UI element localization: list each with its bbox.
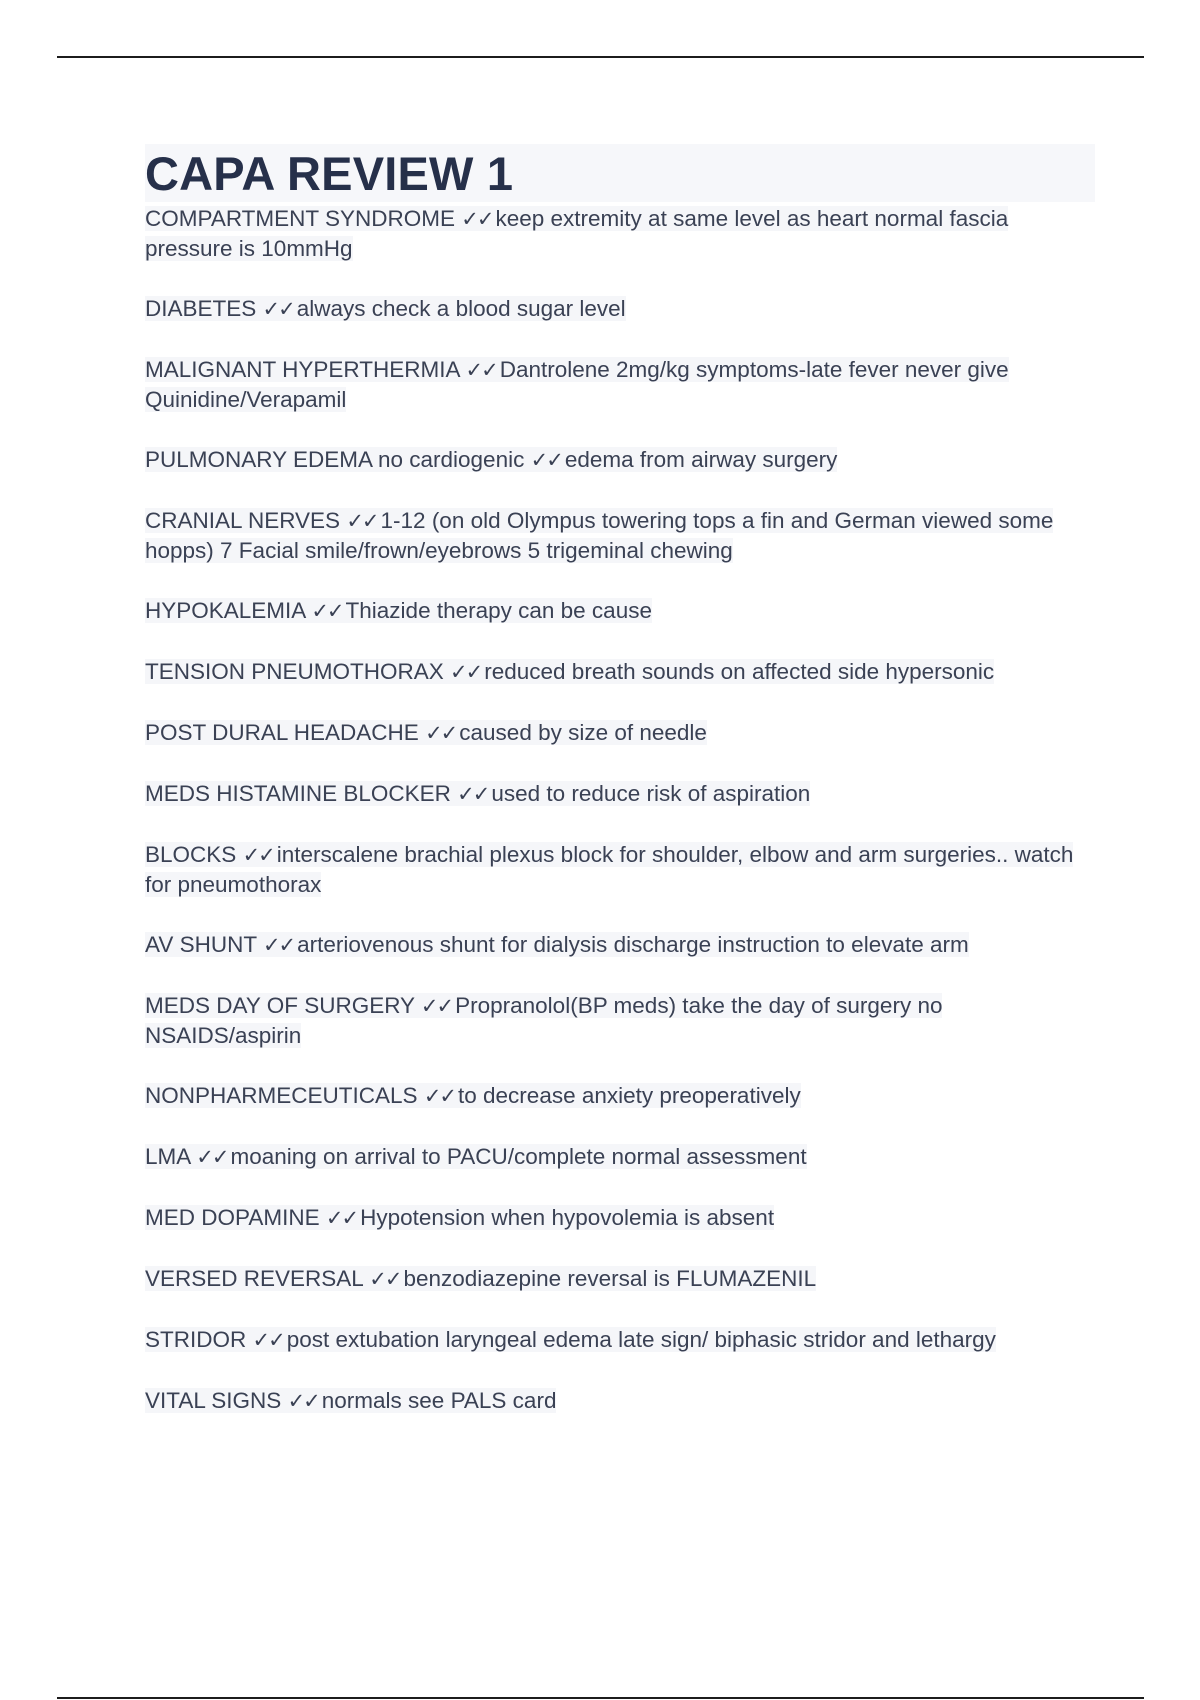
flashcard-answer: Hypotension when hypovolemia is absent — [360, 1205, 775, 1230]
flashcard-entry — [145, 1325, 1095, 1355]
flashcard-entry — [145, 1203, 1095, 1233]
double-check-icon: ✓✓ — [420, 994, 453, 1018]
flashcard-term: HYPOKALEMIA — [145, 598, 306, 623]
flashcard-term: LMA — [145, 1144, 191, 1169]
flashcard-entry — [145, 1386, 1095, 1416]
double-check-icon: ✓✓ — [530, 448, 562, 472]
flashcard-entry — [145, 930, 1095, 960]
double-check-icon: ✓✓ — [465, 358, 497, 382]
flashcard-answer: reduced breath sounds on affected side hypersonic — [484, 659, 995, 684]
flashcard-text — [145, 1327, 996, 1352]
double-check-icon: ✓✓ — [346, 509, 378, 533]
flashcard-text — [145, 1388, 556, 1413]
flashcard-text — [145, 659, 994, 684]
flashcard-list — [145, 204, 1095, 1416]
flashcard-answer: arteriovenous shunt for dialysis discharge instruction to elevate arm — [297, 932, 969, 957]
flashcard-answer: always check a blood sugar level — [296, 296, 626, 321]
flashcard-entry — [145, 355, 1095, 414]
flashcard-answer: interscalene brachial plexus block for shoulder, elbow and arm surgeries.. watch for pneumothorax — [145, 842, 1074, 897]
double-check-icon: ✓✓ — [423, 1084, 456, 1108]
flashcard-answer: normals see PALS card — [321, 1388, 557, 1413]
flashcard-answer: caused by size of needle — [459, 720, 707, 745]
flashcard-text — [145, 720, 707, 745]
flashcard-entry — [145, 294, 1095, 324]
double-check-icon: ✓✓ — [262, 933, 295, 957]
page-top-rule — [57, 56, 1144, 58]
flashcard-text — [145, 1205, 774, 1230]
flashcard-answer: keep extremity at same level as heart normal fascia pressure is 10mmHg — [145, 206, 1009, 261]
flashcard-text — [145, 447, 837, 472]
double-check-icon: ✓✓ — [450, 660, 482, 684]
double-check-icon: ✓✓ — [457, 782, 489, 806]
flashcard-entry — [145, 596, 1095, 626]
double-check-icon: ✓✓ — [311, 599, 343, 623]
flashcard-term: VERSED REVERSAL — [145, 1266, 363, 1291]
double-check-icon: ✓✓ — [252, 1328, 284, 1352]
flashcard-term: POST DURAL HEADACHE — [145, 720, 419, 745]
flashcard-text — [145, 1144, 807, 1169]
flashcard-entry — [145, 657, 1095, 687]
flashcard-term: MEDS DAY OF SURGERY — [145, 993, 415, 1018]
flashcard-entry — [145, 991, 1095, 1050]
flashcard-term: STRIDOR — [145, 1327, 247, 1352]
flashcard-term: COMPARTMENT SYNDROME — [145, 206, 456, 231]
flashcard-term: BLOCKS — [145, 842, 237, 867]
flashcard-entry — [145, 445, 1095, 475]
flashcard-entry — [145, 204, 1095, 263]
flashcard-answer: Propranolol(BP meds) take the day of surgery no NSAIDS/aspirin — [145, 993, 943, 1048]
flashcard-term: VITAL SIGNS — [145, 1388, 282, 1413]
flashcard-term: PULMONARY EDEMA no cardiogenic — [145, 447, 525, 472]
flashcard-term: TENSION PNEUMOTHORAX — [145, 659, 444, 684]
flashcard-entry — [145, 1081, 1095, 1111]
flashcard-text — [145, 932, 969, 957]
flashcard-term: MALIGNANT HYPERTHERMIA — [145, 357, 460, 382]
flashcard-term: AV SHUNT — [145, 932, 257, 957]
flashcard-entry — [145, 779, 1095, 809]
flashcard-answer: Thiazide therapy can be cause — [345, 598, 652, 623]
flashcard-term: NONPHARMECEUTICALS — [145, 1083, 418, 1108]
page-bottom-rule — [57, 1697, 1144, 1699]
flashcard-answer: moaning on arrival to PACU/complete normal assessment — [230, 1144, 807, 1169]
double-check-icon: ✓✓ — [325, 1206, 358, 1230]
flashcard-answer: to decrease anxiety preoperatively — [458, 1083, 801, 1108]
flashcard-text — [145, 781, 810, 806]
flashcard-answer: edema from airway surgery — [564, 447, 838, 472]
flashcard-term: CRANIAL NERVES — [145, 508, 341, 533]
flashcard-answer: post extubation laryngeal edema late sign/ biphasic stridor and lethargy — [286, 1327, 996, 1352]
double-check-icon: ✓✓ — [242, 843, 274, 867]
double-check-icon: ✓✓ — [287, 1389, 319, 1413]
flashcard-entry — [145, 1142, 1095, 1172]
flashcard-answer: Dantrolene 2mg/kg symptoms-late fever never give Quinidine/Verapamil — [145, 357, 1009, 412]
flashcard-entry — [145, 718, 1095, 748]
document-body — [145, 144, 1095, 1447]
page-title: CAPA REVIEW 1 — [145, 144, 1095, 202]
double-check-icon: ✓✓ — [196, 1145, 228, 1169]
double-check-icon: ✓✓ — [262, 297, 294, 321]
flashcard-text — [145, 842, 1073, 897]
flashcard-text — [145, 1266, 816, 1291]
flashcard-term: MED DOPAMINE — [145, 1205, 320, 1230]
flashcard-entry — [145, 1264, 1095, 1294]
flashcard-text — [145, 357, 1009, 412]
flashcard-answer: used to reduce risk of aspiration — [491, 781, 811, 806]
flashcard-text — [145, 508, 1053, 563]
flashcard-entry — [145, 506, 1095, 565]
flashcard-text — [145, 598, 652, 623]
flashcard-entry — [145, 840, 1095, 899]
flashcard-term: MEDS HISTAMINE BLOCKER — [145, 781, 451, 806]
double-check-icon: ✓✓ — [369, 1267, 401, 1291]
flashcard-answer: benzodiazepine reversal is FLUMAZENIL — [403, 1266, 817, 1291]
flashcard-text — [145, 993, 942, 1048]
flashcard-text — [145, 1083, 801, 1108]
flashcard-text — [145, 296, 626, 321]
double-check-icon: ✓✓ — [461, 207, 493, 231]
flashcard-text — [145, 206, 1008, 261]
flashcard-answer: 1-12 (on old Olympus towering tops a fin and German viewed some hopps) 7 Facial smile/frown/eyebrows 5 trigeminal chewing — [145, 508, 1054, 563]
double-check-icon: ✓✓ — [425, 721, 457, 745]
flashcard-term: DIABETES — [145, 296, 257, 321]
